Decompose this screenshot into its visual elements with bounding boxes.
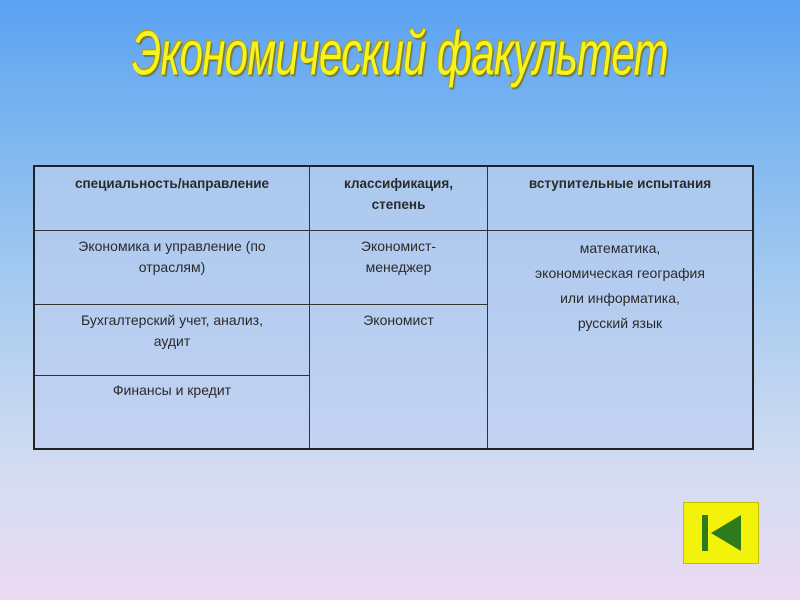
exam-item: или информатика, bbox=[560, 290, 680, 306]
classification-cell: Экономист-менеджер bbox=[360, 238, 437, 275]
specialty-cell: Финансы и кредит bbox=[112, 382, 232, 398]
classification-cell: Экономист bbox=[363, 312, 434, 328]
specialty-cell: Бухгалтерский учет, анализ, аудит bbox=[81, 312, 263, 349]
header-classification: классификация, степень bbox=[344, 176, 453, 212]
header-exams: вступительные испытания bbox=[528, 176, 712, 191]
exam-item: экономическая география bbox=[535, 265, 705, 281]
skip-back-icon bbox=[697, 512, 745, 554]
row-divider bbox=[35, 230, 752, 231]
row-divider bbox=[35, 375, 309, 376]
exam-item: математика, bbox=[579, 240, 661, 256]
specialty-cell: Экономика и управление (по отраслям) bbox=[78, 238, 266, 275]
admissions-table bbox=[33, 165, 754, 450]
exam-item: русский язык bbox=[577, 315, 663, 331]
row-divider bbox=[35, 304, 487, 305]
back-button[interactable] bbox=[683, 502, 759, 564]
exams-cell bbox=[488, 236, 752, 336]
slide-title: Экономический факультет bbox=[132, 19, 668, 89]
header-specialty: специальность/направление bbox=[74, 176, 270, 191]
